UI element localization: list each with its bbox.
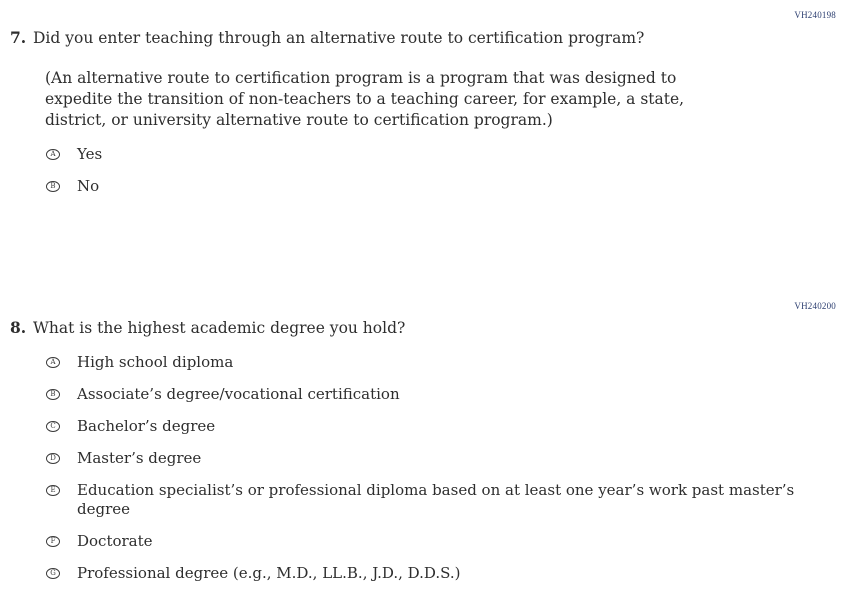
question-7-header xyxy=(10,28,856,48)
radio-bubble-c-icon[interactable]: C xyxy=(46,421,60,432)
question-7-options xyxy=(46,145,856,196)
question-8-text: What is the highest academic degree you hold? xyxy=(33,319,406,337)
q7-option-yes[interactable] xyxy=(46,145,856,164)
question-7 xyxy=(0,28,856,209)
question-8-number: 8. xyxy=(10,318,27,337)
option-label: Professional degree (e.g., M.D., LL.B., J.D., D.D.S.) xyxy=(77,564,461,582)
q8-option-doctorate[interactable] xyxy=(46,532,856,551)
question-7-note-line: (An alternative route to certification program is a program that was designed to xyxy=(45,69,677,87)
q8-option-bachelors-degree[interactable] xyxy=(46,417,856,436)
option-label: Bachelor’s degree xyxy=(77,417,216,435)
question-8 xyxy=(0,318,856,596)
radio-bubble-e-icon[interactable]: E xyxy=(46,485,60,496)
option-label: Doctorate xyxy=(77,532,153,550)
radio-bubble-g-icon[interactable]: G xyxy=(46,568,60,579)
q8-option-high-school-diploma[interactable] xyxy=(46,353,856,372)
q8-option-associates-degree[interactable] xyxy=(46,385,856,404)
question-7-number: 7. xyxy=(10,28,27,47)
option-label: High school diploma xyxy=(77,353,234,371)
option-label: Master’s degree xyxy=(77,449,202,467)
question-7-note xyxy=(45,68,856,131)
radio-bubble-a-icon[interactable]: A xyxy=(46,357,60,368)
radio-bubble-b-icon[interactable]: B xyxy=(46,181,60,192)
q8-option-professional-degree[interactable] xyxy=(46,564,856,583)
question-7-note-line: district, or university alternative route to certification program.) xyxy=(45,111,553,129)
question-8-header xyxy=(10,318,856,338)
option-label: Education specialist’s or professional diploma based on at least one year’s work past master’s degree xyxy=(77,481,795,518)
question-7-note-line: expedite the transition of non-teachers to a teaching career, for example, a state, xyxy=(45,90,685,108)
question-7-text: Did you enter teaching through an alternative route to certification program? xyxy=(33,29,645,47)
option-label: Yes xyxy=(77,145,103,163)
option-label: No xyxy=(77,177,100,195)
radio-bubble-a-icon[interactable]: A xyxy=(46,149,60,160)
q8-option-education-specialist[interactable] xyxy=(46,481,856,519)
q7-option-no[interactable] xyxy=(46,177,856,196)
radio-bubble-f-icon[interactable]: F xyxy=(46,536,60,547)
option-label: Associate’s degree/vocational certification xyxy=(77,385,400,403)
radio-bubble-b-icon[interactable]: B xyxy=(46,389,60,400)
q8-option-masters-degree[interactable] xyxy=(46,449,856,468)
item-code-q8: VH240200 xyxy=(794,301,836,311)
item-code-q7: VH240198 xyxy=(794,10,836,20)
question-8-options xyxy=(46,353,856,583)
radio-bubble-d-icon[interactable]: D xyxy=(46,453,60,464)
